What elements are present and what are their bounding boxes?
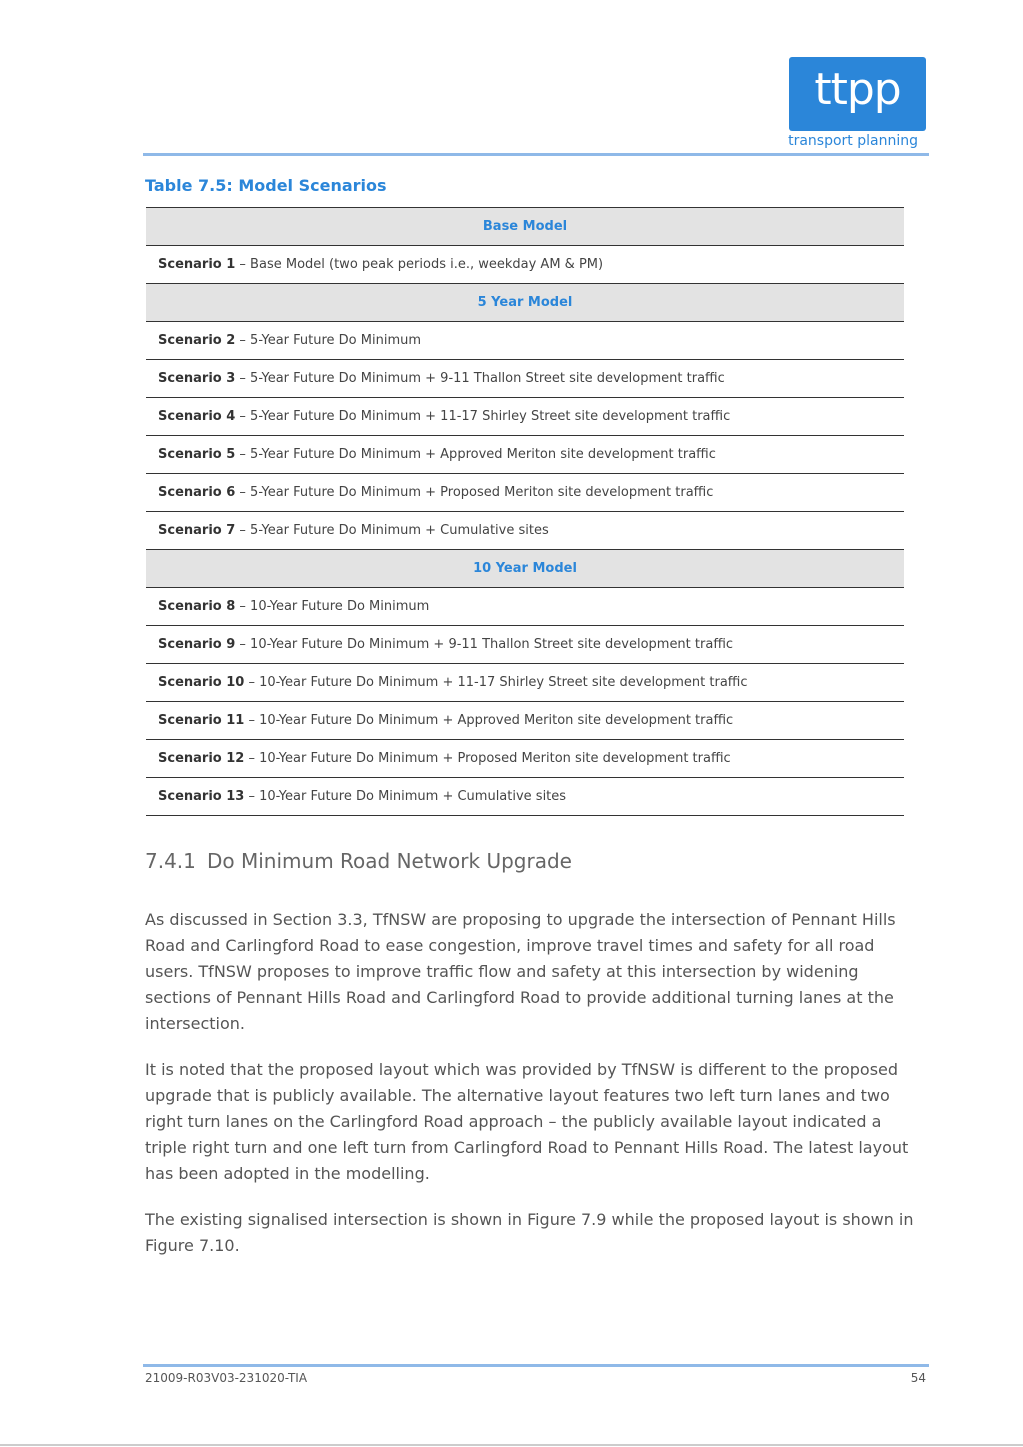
table-row (146, 740, 904, 778)
scenario-cell (146, 436, 904, 474)
table-row (146, 246, 904, 284)
scenario-name: Scenario 2 (158, 333, 236, 348)
footer-doc-ref: 21009-R03V03-231020-TIA (145, 1371, 308, 1385)
scenario-cell (146, 322, 904, 360)
scenario-name: Scenario 7 (158, 523, 236, 538)
table-row (146, 474, 904, 512)
table-group-row (146, 550, 904, 588)
scenario-cell (146, 474, 904, 512)
table-row (146, 588, 904, 626)
paragraph-1: As discussed in Section 3.3, TfNSW are proposing to upgrade the intersection of Pennant Hills Road and Carlingford Road to ease congestion, improve travel times and safety for all road users. TfNSW proposes to improve traffic flow and safety at this intersection by widening sections of Pennant Hills Road and Carlingford Road to provide additional turning lanes at the intersection. (145, 910, 896, 1033)
scenario-cell (146, 702, 904, 740)
section-title: Do Minimum Road Network Upgrade (207, 849, 572, 873)
scenario-cell (146, 740, 904, 778)
section-heading (145, 849, 572, 873)
table-row (146, 512, 904, 550)
table-body (146, 208, 904, 816)
company-logo (789, 57, 926, 131)
header-divider (143, 153, 929, 156)
group-label: 10 Year Model (146, 550, 904, 588)
scenario-description: – 10-Year Future Do Minimum + Cumulative sites (244, 789, 567, 804)
table-title: Table 7.5: Model Scenarios (145, 176, 387, 195)
group-label: 5 Year Model (146, 284, 904, 322)
scenario-description: – 10-Year Future Do Minimum (235, 599, 430, 614)
paragraph-3: The existing signalised intersection is shown in Figure 7.9 while the proposed layout is shown in Figure 7.10. (145, 1210, 914, 1255)
table-row (146, 702, 904, 740)
scenario-name: Scenario 5 (158, 447, 236, 462)
page-bottom-edge (0, 1444, 1023, 1446)
table-row (146, 360, 904, 398)
scenario-description: – 10-Year Future Do Minimum + Approved Meriton site development traffic (244, 713, 734, 728)
scenario-name: Scenario 6 (158, 485, 236, 500)
scenario-cell (146, 246, 904, 284)
scenario-cell (146, 512, 904, 550)
section-number: 7.4.1 (145, 849, 196, 873)
scenario-name: Scenario 3 (158, 371, 236, 386)
footer-page-number: 54 (910, 1371, 926, 1385)
scenario-description: – 5-Year Future Do Minimum + Proposed Meriton site development traffic (235, 485, 714, 500)
scenario-cell (146, 778, 904, 816)
scenario-name: Scenario 10 (158, 675, 245, 690)
scenario-cell (146, 398, 904, 436)
scenario-cell (146, 626, 904, 664)
table-group-row (146, 208, 904, 246)
scenario-description: – 10-Year Future Do Minimum + 11-17 Shirley Street site development traffic (244, 675, 748, 690)
scenario-description: – 10-Year Future Do Minimum + 9-11 Thallon Street site development traffic (235, 637, 734, 652)
paragraph-2: It is noted that the proposed layout which was provided by TfNSW is different to the proposed upgrade that is publicly available. The alternative layout features two left turn lanes and two right turn lanes on the Carlingford Road approach – the publicly available layout indicated a triple right turn and one left turn from Carlingford Road to Pennant Hills Road. The latest layout has been adopted in the modelling. (145, 1060, 909, 1183)
scenario-description: – 5-Year Future Do Minimum + Approved Meriton site development traffic (235, 447, 716, 462)
group-label: Base Model (146, 208, 904, 246)
model-scenarios-table (146, 207, 904, 816)
scenario-description: – 5-Year Future Do Minimum (235, 333, 422, 348)
logo-subtitle: transport planning (788, 133, 918, 149)
scenario-name: Scenario 12 (158, 751, 245, 766)
table-row (146, 626, 904, 664)
scenario-name: Scenario 11 (158, 713, 245, 728)
scenario-name: Scenario 9 (158, 637, 236, 652)
scenario-name: Scenario 4 (158, 409, 236, 424)
table-row (146, 322, 904, 360)
scenario-name: Scenario 13 (158, 789, 245, 804)
footer-divider (143, 1364, 929, 1367)
table-row (146, 664, 904, 702)
scenario-description: – Base Model (two peak periods i.e., weekday AM & PM) (235, 257, 604, 272)
scenario-cell (146, 588, 904, 626)
table-row (146, 398, 904, 436)
table-row (146, 436, 904, 474)
scenario-description: – 5-Year Future Do Minimum + 11-17 Shirley Street site development traffic (235, 409, 731, 424)
scenario-cell (146, 664, 904, 702)
logo-text: ttpp (814, 64, 901, 115)
table-group-row (146, 284, 904, 322)
table-row (146, 778, 904, 816)
scenario-description: – 5-Year Future Do Minimum + Cumulative sites (235, 523, 549, 538)
scenario-name: Scenario 8 (158, 599, 236, 614)
scenario-name: Scenario 1 (158, 257, 236, 272)
scenario-description: – 10-Year Future Do Minimum + Proposed Meriton site development traffic (244, 751, 731, 766)
scenario-cell (146, 360, 904, 398)
scenario-description: – 5-Year Future Do Minimum + 9-11 Thallon Street site development traffic (235, 371, 725, 386)
